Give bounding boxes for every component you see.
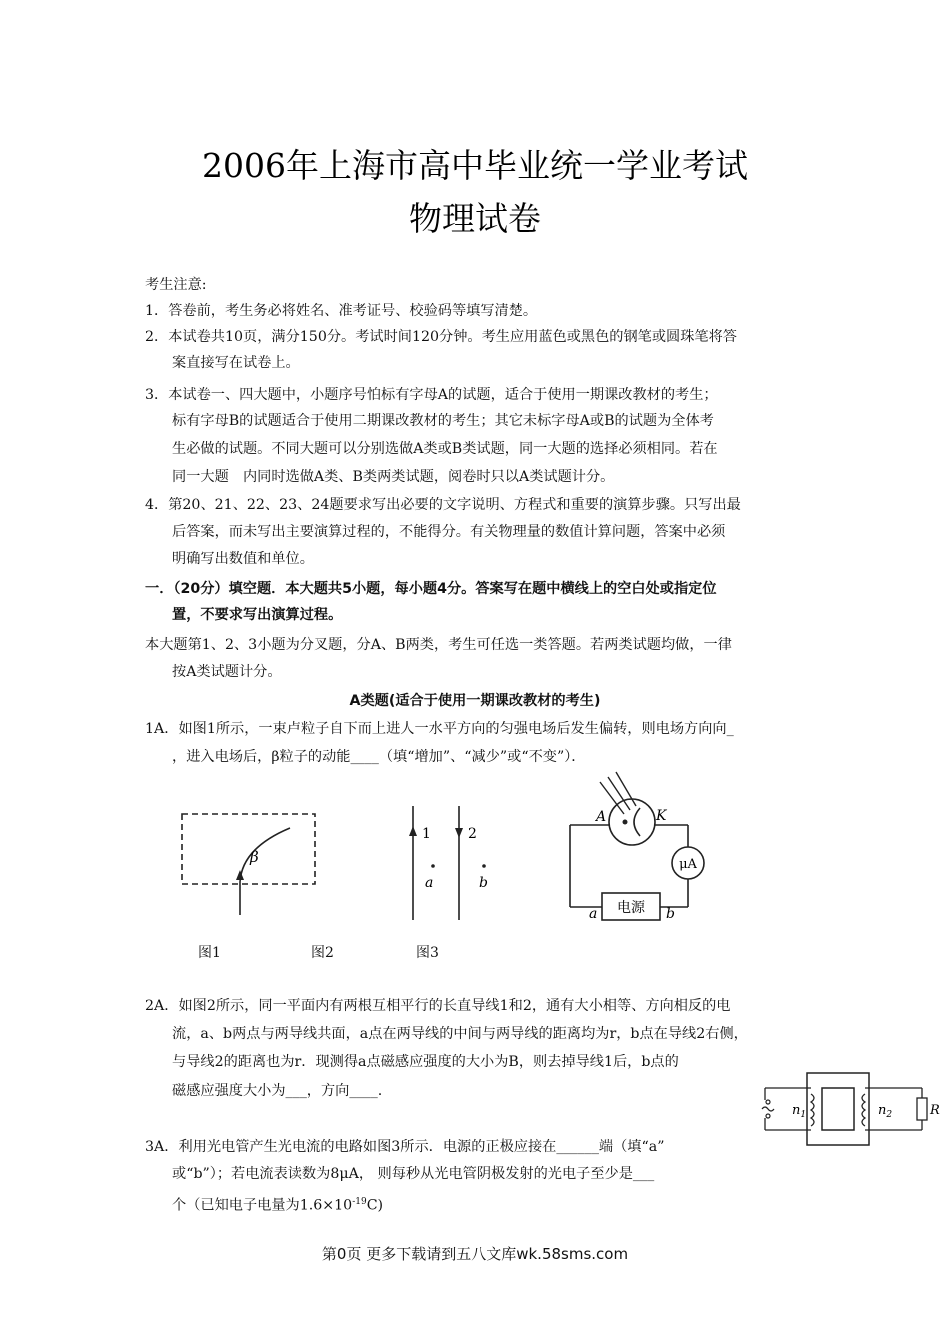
section1-intro-line1: 本大题第1、2、3小题为分叉题，分A、B两类，考生可任选一类答题。若两类试题均做，一律 xyxy=(145,637,732,653)
figure-3 xyxy=(570,772,704,922)
caption-fig2: 图2 xyxy=(311,945,334,961)
note-3-line2: 标有字母B的试题适合于使用二期课改教材的考生；其它未标字母A或B的试题为全体考 xyxy=(172,413,714,429)
fig2-up-arrow-icon xyxy=(409,826,417,836)
q3a-line1: 3A．利用光电管产生光电流的电路如图3所示．电源的正极应接在______端（填“a” xyxy=(145,1139,665,1155)
section1-heading-line1: 一．（20分）填空题．本大题共5小题，每小题4分。答案写在题中横线上的空白处或指定位 xyxy=(145,581,717,597)
note-4-line2: 后答案，而未写出主要演算过程的，不能得分。有关物理量的数值计算问题，答案中必须 xyxy=(172,524,726,540)
transformer-n1: $n_1$ xyxy=(792,1103,807,1120)
transformer-figure xyxy=(762,1073,940,1145)
notes-heading: 考生注意: xyxy=(145,277,207,293)
section1-heading-line2: 置，不要求写出演算过程。 xyxy=(172,607,343,623)
fig2-down-arrow-icon xyxy=(455,828,463,838)
note-4-line3: 明确写出数值和单位。 xyxy=(172,551,314,567)
section1-subheading: A类题(适合于使用一期课改教材的考生) xyxy=(349,693,601,709)
q1a-line2: ，进入电场后，β粒子的动能____（填“增加”、“减少”或“不变”）． xyxy=(172,749,586,765)
exam-title: 2006年上海市高中毕业统一学业考试 xyxy=(202,146,748,185)
note-2-line2: 案直接写在试卷上。 xyxy=(172,355,300,371)
note-3-line1: 3．本试卷一、四大题中，小题序号怕标有字母A的试题，适合于使用一期课改教材的考生； xyxy=(145,387,718,403)
caption-fig1: 图1 xyxy=(198,945,221,961)
q3a-line3: 个（已知电子电量为$1.6\times 10^{-19}C$) xyxy=(172,1197,384,1214)
note-3-line4: 同一大题 内同时选做A类、B类两类试题，阅卷时只以A类试题计分。 xyxy=(172,469,615,485)
fig3-photo-tube xyxy=(609,799,655,845)
q2a-line1: 2A．如图2所示，同一平面内有两根互相平行的长直导线1和2，通有大小相等、方向相反的电 xyxy=(145,998,731,1014)
fig3-terminal-a: a xyxy=(589,906,598,922)
page-footer: 第0页 更多下载请到五八文库wk.58sms.com xyxy=(321,1245,629,1263)
fig1-arrow-icon xyxy=(236,870,244,880)
fig3-terminal-b: b xyxy=(666,906,675,922)
fig3-label-A: A xyxy=(596,809,607,825)
figure-2 xyxy=(409,806,488,920)
note-4-line1: 4．第20、21、22、23、24题要求写出必要的文字说明、方程式和重要的演算步骤。只写出最 xyxy=(145,497,741,513)
section1-intro-line2: 按A类试题计分。 xyxy=(172,664,282,680)
note-2-line1: 2．本试卷共10页，满分150分。考试时间120分钟。考生应用蓝色或黑色的钢笔或圆珠笔将答 xyxy=(145,329,737,345)
fig3-meter-label: μA xyxy=(679,857,697,872)
q2a-line2: 流，a、b两点与两导线共面，a点在两导线的中间与两导线的距离均为r，b点在导线2右侧， xyxy=(172,1026,748,1042)
q3a-line2: 或“b”）；若电流表读数为8μA， 则每秒从光电管阴极发射的光电子至少是___ xyxy=(172,1166,655,1182)
fig1-beta-label: β xyxy=(250,848,259,866)
fig2-point-a: a xyxy=(425,875,434,891)
note-3-line3: 生必做的试题。不同大题可以分别选做A类或B类试题，同一大题的选择必须相同。若在 xyxy=(172,441,718,457)
fig3-source-label: 电源 xyxy=(617,900,645,916)
fig2-label-2: 2 xyxy=(468,826,477,842)
fig2-label-1: 1 xyxy=(422,826,431,842)
figure-1 xyxy=(182,814,315,915)
note-1: 1．答卷前，考生务必将姓名、准考证号、校验码等填写清楚。 xyxy=(145,303,538,319)
resistor-icon xyxy=(917,1098,927,1120)
q2a-line3: 与导线2的距离也为r．现测得a点磁感应强度的大小为B，则去掉导线1后，b点的 xyxy=(172,1054,679,1070)
fig3-label-K: K xyxy=(656,808,667,824)
transformer-R: R xyxy=(930,1103,940,1118)
exam-subtitle: 物理试卷 xyxy=(409,199,541,238)
transformer-n2: $n_2$ xyxy=(878,1103,893,1120)
q2a-line4: 磁感应强度大小为___，方向____. xyxy=(172,1083,383,1099)
fig2-point-b: b xyxy=(479,875,488,891)
caption-fig3: 图3 xyxy=(416,945,439,961)
q1a-line1: 1A．如图1所示，一束卢粒子自下而上进人一水平方向的匀强电场后发生偏转，则电场方向向_ xyxy=(145,721,734,737)
ac-source-icon xyxy=(762,1107,774,1111)
